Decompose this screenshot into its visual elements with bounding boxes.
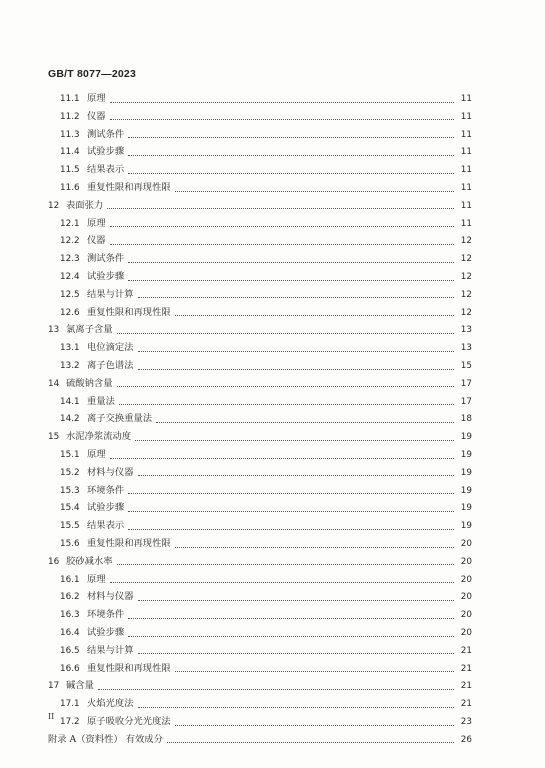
toc-entry-title: 试验步骤 xyxy=(87,146,125,158)
dot-leader xyxy=(128,622,454,637)
toc-entry-number: 12.2 xyxy=(60,236,80,247)
toc-entry-title: 原子吸收分光光度法 xyxy=(87,716,171,727)
dot-leader xyxy=(138,337,455,352)
dot-leader xyxy=(110,212,454,227)
toc-entry[interactable] xyxy=(60,697,472,711)
dot-leader xyxy=(117,550,455,565)
dot-leader xyxy=(167,728,454,743)
dot-leader xyxy=(128,123,454,138)
toc-entry[interactable] xyxy=(48,679,472,693)
toc-entry-page: 19 xyxy=(460,485,472,496)
toc-entry-title: 环境条件 xyxy=(87,484,125,496)
toc-entry-title: 火焰光度法 xyxy=(87,698,134,710)
toc-entry-page: 19 xyxy=(460,432,472,443)
toc-entry[interactable] xyxy=(48,199,472,213)
toc-entry-page: 13 xyxy=(460,343,472,354)
toc-entry[interactable] xyxy=(60,128,472,142)
toc-entry-number: 17 xyxy=(48,681,60,692)
toc-entry-title: 附录 A（资料性） 有效成分 xyxy=(48,733,163,745)
toc-entry[interactable] xyxy=(60,252,472,266)
toc-entry-page: 12 xyxy=(460,307,472,318)
toc-entry-number: 12.6 xyxy=(60,307,80,318)
toc-entry-title: 离子交换重量法 xyxy=(87,413,153,425)
toc-entry[interactable] xyxy=(60,234,472,248)
toc-entry-title: 结果表示 xyxy=(87,520,125,532)
page-number-footer: II xyxy=(48,712,55,721)
toc-entry-title: 结果与计算 xyxy=(87,288,134,300)
toc-entry[interactable] xyxy=(60,217,472,231)
toc-entry-page: 20 xyxy=(460,539,472,549)
toc-entry-page: 19 xyxy=(460,521,472,532)
toc-entry-number: 16.6 xyxy=(60,663,80,674)
toc-entry-title: 试验步骤 xyxy=(87,502,125,514)
toc-entry-page: 21 xyxy=(460,645,472,656)
toc-entry-title: 测试条件 xyxy=(87,253,125,265)
toc-entry-number: 14.2 xyxy=(60,414,80,425)
toc-entry-number: 11.3 xyxy=(60,129,80,140)
toc-entry-page: 11 xyxy=(460,111,472,122)
toc-entry-title: 胶砂减水率 xyxy=(66,555,113,567)
standard-code-header: GB/T 8077—2023 xyxy=(48,68,137,80)
dot-leader xyxy=(117,372,455,387)
toc-entry-page: 11 xyxy=(460,147,472,158)
dot-leader xyxy=(110,444,454,459)
toc-entry[interactable] xyxy=(60,662,472,676)
toc-entry-number: 17.2 xyxy=(60,717,80,727)
toc-entry-number: 11.5 xyxy=(60,165,80,176)
toc-entry[interactable] xyxy=(60,306,472,320)
toc-entry-number: 15.2 xyxy=(60,467,80,478)
toc-entry[interactable] xyxy=(60,181,472,195)
toc-entry-page: 20 xyxy=(460,628,472,638)
dot-leader xyxy=(110,568,454,583)
toc-entry-title: 试验步骤 xyxy=(87,271,125,282)
toc-entry-title: 仪器 xyxy=(87,235,106,247)
toc-entry-title: 原理 xyxy=(87,217,106,229)
toc-entry[interactable] xyxy=(48,323,472,337)
toc-entry-number: 15 xyxy=(48,432,60,443)
toc-entry-number: 16 xyxy=(48,556,60,567)
toc-entry-page: 12 xyxy=(460,236,472,247)
dot-leader xyxy=(135,426,454,441)
toc-entry[interactable] xyxy=(60,92,472,106)
toc-entry[interactable] xyxy=(60,395,472,409)
toc-entry-number: 11.1 xyxy=(60,94,80,104)
toc-entry-page: 17 xyxy=(460,396,472,407)
toc-entry-number: 14.1 xyxy=(60,396,80,407)
toc-entry-page: 19 xyxy=(460,450,472,460)
toc-entry[interactable] xyxy=(60,163,472,177)
toc-entry[interactable] xyxy=(60,270,472,284)
dot-leader xyxy=(128,159,454,174)
toc-entry-page: 12 xyxy=(460,289,472,300)
dot-leader xyxy=(110,230,454,245)
toc-entry[interactable] xyxy=(60,448,472,462)
toc-entry[interactable] xyxy=(60,715,472,729)
toc-entry-title: 表面张力 xyxy=(66,199,104,211)
toc-entry[interactable] xyxy=(60,412,472,426)
toc-entry[interactable] xyxy=(60,501,472,515)
toc-entry-title: 测试条件 xyxy=(87,128,125,140)
toc-entry[interactable] xyxy=(60,519,472,533)
dot-leader xyxy=(128,266,454,281)
toc-entry[interactable] xyxy=(60,484,472,498)
toc-entry-page: 15 xyxy=(460,361,472,371)
toc-entry[interactable] xyxy=(60,288,472,302)
toc-entry[interactable] xyxy=(60,608,472,622)
toc-entry-title: 原理 xyxy=(87,449,106,460)
toc-entry-number: 13.1 xyxy=(60,343,80,354)
toc-entry[interactable] xyxy=(60,341,472,355)
toc-entry-number: 11.2 xyxy=(60,111,80,122)
toc-entry-number: 14 xyxy=(48,378,60,389)
toc-entry-number: 15.1 xyxy=(60,450,80,460)
toc-entry-number: 15.5 xyxy=(60,521,80,532)
toc-entry[interactable] xyxy=(48,430,472,444)
toc-entry-page: 20 xyxy=(460,574,472,585)
toc-entry-number: 11.6 xyxy=(60,183,80,193)
dot-leader xyxy=(175,657,454,672)
toc-entry-title: 碱含量 xyxy=(66,680,94,692)
toc-entry-title: 试验步骤 xyxy=(87,627,125,638)
toc-entry-page: 23 xyxy=(460,717,472,727)
toc-entry-number: 13 xyxy=(48,325,60,336)
dot-leader xyxy=(117,319,455,334)
toc-entry-page: 26 xyxy=(460,734,472,745)
toc-entry-page: 19 xyxy=(460,503,472,514)
toc-entry-title: 重复性限和再现性限 xyxy=(87,662,171,674)
toc-entry-number: 11.4 xyxy=(60,147,80,158)
toc-entry-number: 16.3 xyxy=(60,610,80,621)
dot-leader xyxy=(128,604,454,619)
toc-entry-number: 17.1 xyxy=(60,699,80,710)
toc-entry[interactable] xyxy=(48,555,472,569)
dot-leader xyxy=(128,497,454,512)
dot-leader xyxy=(110,88,454,103)
toc-entry-title: 重复性限和再现性限 xyxy=(87,538,171,549)
dot-leader xyxy=(138,693,455,708)
toc-entry-number: 12 xyxy=(48,200,60,211)
toc-entry[interactable] xyxy=(60,110,472,124)
toc-entry-title: 水泥净浆流动度 xyxy=(66,431,132,443)
toc-entry-title: 电位滴定法 xyxy=(87,342,134,354)
toc-entry-number: 15.4 xyxy=(60,503,80,514)
toc-entry-title: 重量法 xyxy=(87,395,115,407)
toc-entry-page: 11 xyxy=(460,94,472,104)
toc-entry-page: 13 xyxy=(460,325,472,336)
toc-entry-title: 材料与仪器 xyxy=(87,466,134,478)
toc-entry-title: 结果表示 xyxy=(87,164,125,176)
toc-entry[interactable] xyxy=(60,359,472,373)
toc-entry-page: 11 xyxy=(460,183,472,193)
toc-entry-page: 11 xyxy=(460,165,472,176)
toc-entry-number: 16.2 xyxy=(60,592,80,603)
dot-leader xyxy=(138,586,455,601)
dot-leader xyxy=(175,301,454,316)
toc-entry-number: 12.5 xyxy=(60,289,80,300)
toc-entry-page: 11 xyxy=(460,129,472,140)
dot-leader xyxy=(107,194,454,209)
toc-entry[interactable] xyxy=(48,377,472,391)
toc-entry-page: 19 xyxy=(460,467,472,478)
toc-entry-number: 16.5 xyxy=(60,645,80,656)
toc-entry[interactable] xyxy=(60,626,472,640)
toc-entry-number: 15.6 xyxy=(60,539,80,549)
toc-entry-number: 16.4 xyxy=(60,628,80,638)
toc-entry-title: 离子色谱法 xyxy=(87,360,134,371)
dot-leader xyxy=(138,461,455,476)
toc-entry[interactable] xyxy=(60,573,472,587)
toc-entry-title: 重复性限和再现性限 xyxy=(87,182,171,193)
dot-leader xyxy=(110,105,454,120)
dot-leader xyxy=(128,141,454,156)
toc-entry-title: 氯离子含量 xyxy=(66,324,113,336)
toc-entry-title: 重复性限和再现性限 xyxy=(87,306,171,318)
dot-leader xyxy=(138,355,455,370)
dot-leader xyxy=(119,390,454,405)
toc-entry-page: 20 xyxy=(460,610,472,621)
dot-leader xyxy=(128,248,454,263)
toc-entry-number: 12.4 xyxy=(60,272,80,282)
dot-leader xyxy=(138,639,455,654)
toc-entry-page: 11 xyxy=(460,218,472,229)
dot-leader xyxy=(156,408,454,423)
toc-entry-page: 12 xyxy=(460,254,472,265)
toc-entry-page: 12 xyxy=(460,272,472,282)
toc-entry-page: 21 xyxy=(460,699,472,710)
toc-entry[interactable] xyxy=(60,644,472,658)
toc-entry-page: 21 xyxy=(460,663,472,674)
dot-leader xyxy=(98,675,454,690)
toc-entry[interactable] xyxy=(60,537,472,551)
toc-entry[interactable] xyxy=(60,590,472,604)
dot-leader xyxy=(175,177,454,192)
toc-entry-title: 原理 xyxy=(87,573,106,585)
toc-entry-page: 18 xyxy=(460,414,472,425)
toc-entry-number: 16.1 xyxy=(60,574,80,585)
toc-entry-title: 结果与计算 xyxy=(87,644,134,656)
toc-entry-number: 15.3 xyxy=(60,485,80,496)
toc-entry-number: 12.3 xyxy=(60,254,80,265)
toc-entry-page: 21 xyxy=(460,681,472,692)
toc-entry-page: 11 xyxy=(460,200,472,211)
toc-entry-title: 原理 xyxy=(87,93,106,104)
dot-leader xyxy=(128,515,454,530)
toc-entry-page: 20 xyxy=(460,556,472,567)
toc-entry-page: 20 xyxy=(460,592,472,603)
toc-entry-number: 12.1 xyxy=(60,218,80,229)
toc-entry-page: 17 xyxy=(460,378,472,389)
toc-entry[interactable] xyxy=(60,466,472,480)
toc-entry-number: 13.2 xyxy=(60,361,80,371)
toc-entry[interactable] xyxy=(48,733,472,747)
toc-entry-title: 环境条件 xyxy=(87,609,125,621)
dot-leader xyxy=(175,533,454,548)
toc-entry-title: 材料与仪器 xyxy=(87,591,134,603)
toc-entry[interactable] xyxy=(60,145,472,159)
toc-entry-title: 仪器 xyxy=(87,110,106,122)
dot-leader xyxy=(128,479,454,494)
dot-leader xyxy=(175,711,454,726)
dot-leader xyxy=(138,283,455,298)
toc-entry-title: 硫酸钠含量 xyxy=(66,377,113,389)
